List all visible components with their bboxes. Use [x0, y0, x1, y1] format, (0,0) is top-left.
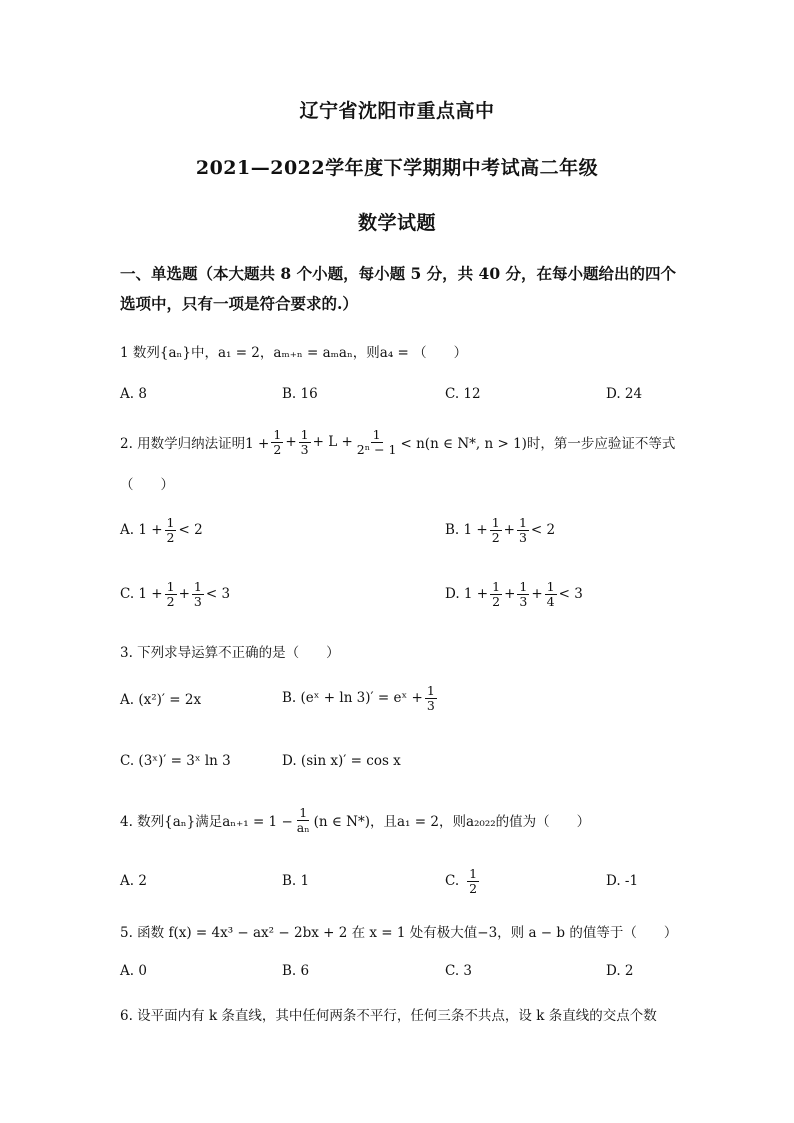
- q1-option-d: D. 24: [606, 386, 643, 402]
- q4-option-d: D. -1: [606, 873, 639, 889]
- fraction: $\frac{1}{3}$: [300, 427, 309, 457]
- q5-option-a: A. 0: [120, 963, 147, 979]
- section-heading-line2: 选项中，只有一项是符合要求的.）: [120, 294, 358, 313]
- q2-stem-mid: + L +: [312, 434, 353, 451]
- title-subject: 数学试题: [357, 212, 436, 234]
- question-4-stem: 4. 数列{aₙ}满足aₙ₊₁ = 1 − $\frac{1}{\text{aₙ}}$ (n ∈ N*)，且a₁ = 2，则a₂₀₂₂的值为（ ）: [120, 805, 591, 835]
- fraction: $\frac{1}{\text{2ⁿ − 1}}$: [356, 427, 397, 457]
- question-2-stem: 2. 用数学归纳法证明1 + $\frac{1}{2}$ + $\frac{1}{3}$ + L + $\frac{1}{\text{2ⁿ − 1}}$ < n(n ∈ N*, n > 1)时，第一步应验证不等式: [120, 427, 676, 457]
- q2-option-c: C. 1 + $\frac{1}{2}$ + $\frac{1}{3}$ < 3: [120, 579, 231, 609]
- q3-option-c: C. (3ˣ)′ = 3ˣ ln 3: [120, 753, 231, 769]
- fraction: $\frac{1}{2}$: [273, 427, 282, 457]
- q1-option-c: C. 12: [445, 386, 481, 402]
- q1-option-b: B. 16: [282, 386, 318, 402]
- q5-option-b: B. 6: [282, 963, 310, 979]
- question-1-stem: 1 数列{aₙ}中，a₁ = 2，aₘ₊ₙ = aₘaₙ，则a₄ = （ ）: [120, 345, 468, 361]
- question-3-stem: 3. 下列求导运算不正确的是（ ）: [120, 645, 340, 661]
- q2-answer-paren: （ ）: [120, 477, 174, 493]
- q3-option-a: A. (x²)′ = 2x: [120, 692, 202, 708]
- q2-stem-post: < n(n ∈ N*, n > 1)时，第一步应验证不等式: [400, 436, 676, 453]
- q4-option-b: B. 1: [282, 873, 310, 889]
- q3-option-b: B. (eˣ + ln 3)′ = eˣ + $\frac{1}{3}$: [282, 683, 435, 713]
- q2-stem-pre: 2. 用数学归纳法证明1 +: [120, 436, 270, 453]
- q4-option-a: A. 2: [120, 873, 147, 889]
- question-6-stem: 6. 设平面内有 k 条直线，其中任何两条不平行，任何三条不共点，设 k 条直线的交点个数: [120, 1008, 657, 1024]
- q2-option-b: B. 1 + $\frac{1}{2}$ + $\frac{1}{3}$ < 2: [445, 515, 556, 545]
- q5-option-d: D. 2: [606, 963, 634, 979]
- q4-option-c: C. $\frac{1}{2}$: [445, 866, 478, 896]
- title-school: 辽宁省沈阳市重点高中: [299, 100, 495, 122]
- question-5-stem: 5. 函数 f(x) = 4x³ − ax² − 2bx + 2 在 x = 1 处有极大值−3，则 a − b 的值等于（ ）: [120, 925, 678, 941]
- q3-option-d: D. (sin x)′ = cos x: [282, 753, 401, 769]
- q2-option-a: A. 1 + $\frac{1}{2}$ < 2: [120, 515, 203, 545]
- q5-option-c: C. 3: [445, 963, 473, 979]
- section-heading-line1: 一、单选题（本大题共 8 个小题，每小题 5 分，共 40 分，在每小题给出的四个: [120, 264, 677, 283]
- q2-option-d: D. 1 + $\frac{1}{2}$ + $\frac{1}{3}$ + $\frac{1}{4}$ < 3: [445, 579, 583, 609]
- title-exam: 2021—2022学年度下学期期中考试高二年级: [195, 157, 599, 179]
- q1-option-a: A. 8: [120, 386, 147, 402]
